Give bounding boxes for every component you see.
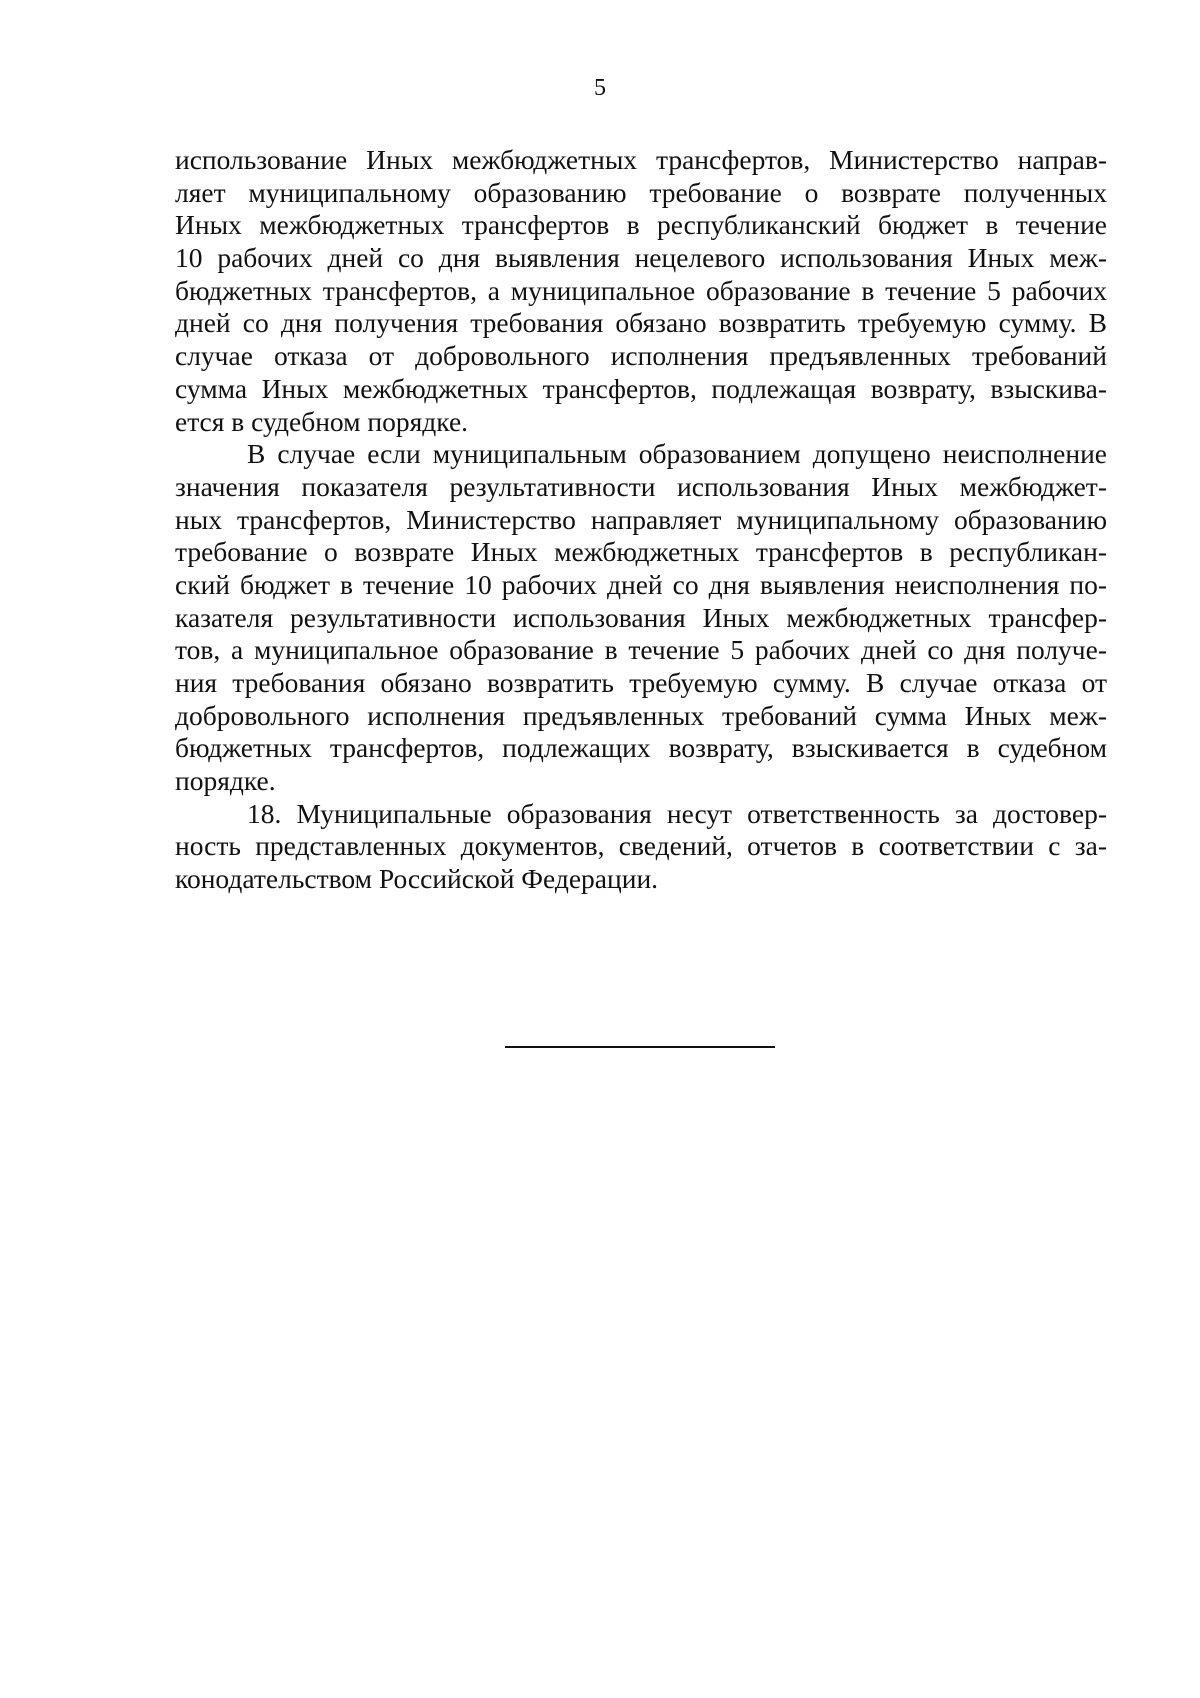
text-line: бюджетных трансфертов, подлежащих возврату, взыскивается в судебном: [175, 732, 1107, 764]
paragraph-continuation: [175, 144, 1107, 438]
text-line: значения показателя результативности использования Иных межбюджет-: [175, 470, 1107, 502]
text-line: тов, а муниципальное образование в течение 5 рабочих дней со дня получе-: [175, 634, 1107, 666]
text-line: В случае если муниципальным образованием допущено неисполнение: [247, 438, 1107, 470]
text-line: ность представленных документов, сведений, отчетов в соответствии с за-: [175, 830, 1107, 862]
text-line: использование Иных межбюджетных трансфертов, Министерство направ-: [175, 144, 1107, 175]
text-line: конодательством Российской Федерации.: [175, 863, 659, 895]
text-line: требование о возврате Иных межбюджетных трансфертов в республикан-: [175, 536, 1107, 568]
text-line: ния требования обязано возвратить требуемую сумму. В случае отказа от: [175, 667, 1107, 698]
paragraph-nonfulfillment: [175, 438, 1107, 798]
text-line: 18. Муниципальные образования несут ответственность за достовер-: [247, 797, 1107, 829]
body-text: [175, 144, 1107, 896]
text-line: 10 рабочих дней со дня выявления нецелевого использования Иных меж-: [175, 242, 1107, 274]
text-line: ляет муниципальному образованию требование о возврате полученных: [175, 176, 1107, 208]
end-separator-line: [505, 1046, 775, 1048]
text-line: добровольного исполнения предъявленных требований сумма Иных меж-: [175, 699, 1107, 731]
page-number: 5: [594, 75, 606, 101]
text-line: ных трансфертов, Министерство направляет муниципальному образованию: [175, 503, 1107, 535]
text-line: порядке.: [175, 765, 276, 797]
text-line: случае отказа от добровольного исполнения предъявленных требований: [175, 340, 1107, 372]
text-line: казателя результативности использования Иных межбюджетных трансфер-: [175, 601, 1107, 633]
text-line: ется в судебном порядке.: [175, 405, 469, 437]
paragraph-item-18: [175, 798, 1107, 896]
text-line: сумма Иных межбюджетных трансфертов, подлежащая возврату, взыскива-: [175, 372, 1107, 404]
text-line: Иных межбюджетных трансфертов в республиканский бюджет в течение: [175, 209, 1107, 241]
text-line: ский бюджет в течение 10 рабочих дней со дня выявления неисполнения по-: [175, 568, 1107, 600]
text-line: бюджетных трансфертов, а муниципальное образование в течение 5 рабочих: [175, 274, 1107, 306]
text-line: дней со дня получения требования обязано возвратить требуемую сумму. В: [175, 307, 1107, 339]
